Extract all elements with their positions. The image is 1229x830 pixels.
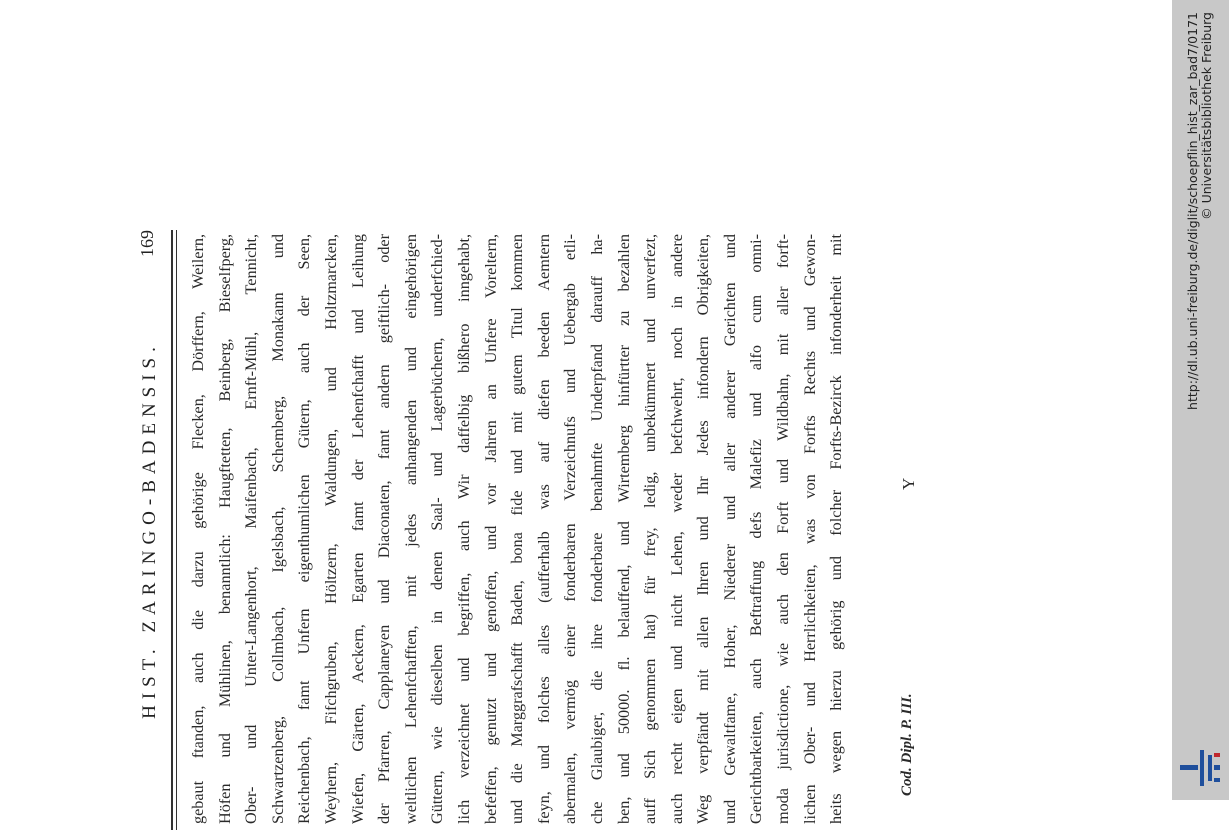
header-rule-thin bbox=[176, 230, 177, 830]
text-line: Weg verpfändt mit allen Ihren und Ihr Jedes infondern Obrigkeiten, bbox=[694, 234, 713, 824]
text-line: ben, und 50000. fl. belauffend, und Wirtemberg hinfürtter zu bezahlen bbox=[614, 234, 633, 824]
text-line: feyn, und folches alles (aufferhalb was auf diefen beeden Aemtern bbox=[534, 234, 553, 824]
viewer-sidebar bbox=[1172, 0, 1229, 800]
text-line: moda jurisdictione, wie auch den Forft und Wildbahn, mit aller forft- bbox=[774, 234, 793, 824]
text-line: gebaut ftanden, auch die darzu gehörige Flecken, Dörffern, Weilern, bbox=[189, 234, 207, 824]
text-line: lich verzeichnet und begriffen, auch Wir daffelbig bißhero inngehabt, bbox=[454, 234, 473, 824]
text-line: und Gewaltfame, Hoher, Niederer und aller anderer Gerichten und bbox=[720, 234, 739, 824]
header-rule-thick bbox=[171, 230, 173, 830]
text-line: heits wegen hierzu gehörig und folcher Forfts-Bezirck infonderheit mit bbox=[827, 234, 846, 824]
body-text bbox=[185, 234, 850, 824]
text-line: abermalen, vermög einer fonderbaren Verzeichnufs und Uebergab etli- bbox=[561, 234, 580, 824]
text-line: Höfen und Mühlinen, benanntlich: Haugftetten, Beinberg, Bieselfperg, bbox=[215, 234, 234, 824]
text-line: und die Marggrafschafft Baden, bona fide und mit gutem Titul kommen bbox=[508, 234, 527, 824]
text-line: weltlichen Lehenfchafften, mit jedes anhangenden und eingehörigen bbox=[401, 234, 420, 824]
text-line: Gerichtbarkeiten, auch Beftraffung defs Malefiz und alfo cum omni- bbox=[747, 234, 766, 824]
rotated-book-page bbox=[135, 230, 995, 830]
text-line: che Glaubiger, die ihre fonderbare benahmfte Underpfand darauff ha- bbox=[587, 234, 606, 824]
text-line: befeffen, genutzt und genoffen, und vor Jahren an Unfere Voreltern, bbox=[481, 234, 500, 824]
text-line: Ober- und Unter-Langenhort, Maifenbach, Ernft-Mühl, Tennicht, bbox=[242, 234, 261, 824]
text-line: Schwartzenberg, Collmbach, Igelsbach, Schemberg, Monakann und bbox=[268, 234, 287, 824]
text-line: der Pfarren, Capplaneyen und Diaconaten, famt andern geiftlich- oder bbox=[375, 234, 394, 824]
text-line: Wiefen, Gärten, Aeckern, Egarten famt der Lehenfchafft und Leihung bbox=[348, 234, 367, 824]
source-url[interactable]: http://dl.ub.uni-freiburg.de/diglit/schoepflin_hist_zar_bad7/0171 bbox=[1185, 12, 1200, 410]
signature-mark: Cod. Dipl. P. III. bbox=[899, 693, 915, 796]
text-line: Güttern, wie dieselben in denen Saal- und Lagerbüchern, underfchied- bbox=[428, 234, 447, 824]
page-footer bbox=[899, 230, 923, 830]
catchword: Y bbox=[899, 477, 918, 490]
sidebar-caption bbox=[1186, 0, 1214, 800]
ub-freiburg-logo-icon bbox=[1180, 750, 1222, 786]
running-title: HIST. ZARINGO-BADENSIS. bbox=[139, 341, 160, 719]
text-line: auff Sich genommen hat) für frey, ledig, unbekümmert und unverfezt, bbox=[641, 234, 660, 824]
copyright-notice: © Universitätsbibliothek Freiburg bbox=[1199, 12, 1214, 220]
page-number: 169 bbox=[137, 230, 157, 257]
text-line: Weyhern, Fifchgruben, Höltzern, Waldungen, und Holtzmarcken, bbox=[321, 234, 340, 824]
running-head bbox=[135, 230, 167, 830]
text-line: lichen Ober- und Herrlichkeiten, was von Forfts Rechts und Gewon- bbox=[800, 234, 819, 824]
text-line: Reichenbach, famt Unfern eigenthumlichen Gütern, auch der Seen, bbox=[295, 234, 314, 824]
text-line: auch recht eigen und nicht Lehen, weder befchwehrt, noch in andere bbox=[667, 234, 686, 824]
